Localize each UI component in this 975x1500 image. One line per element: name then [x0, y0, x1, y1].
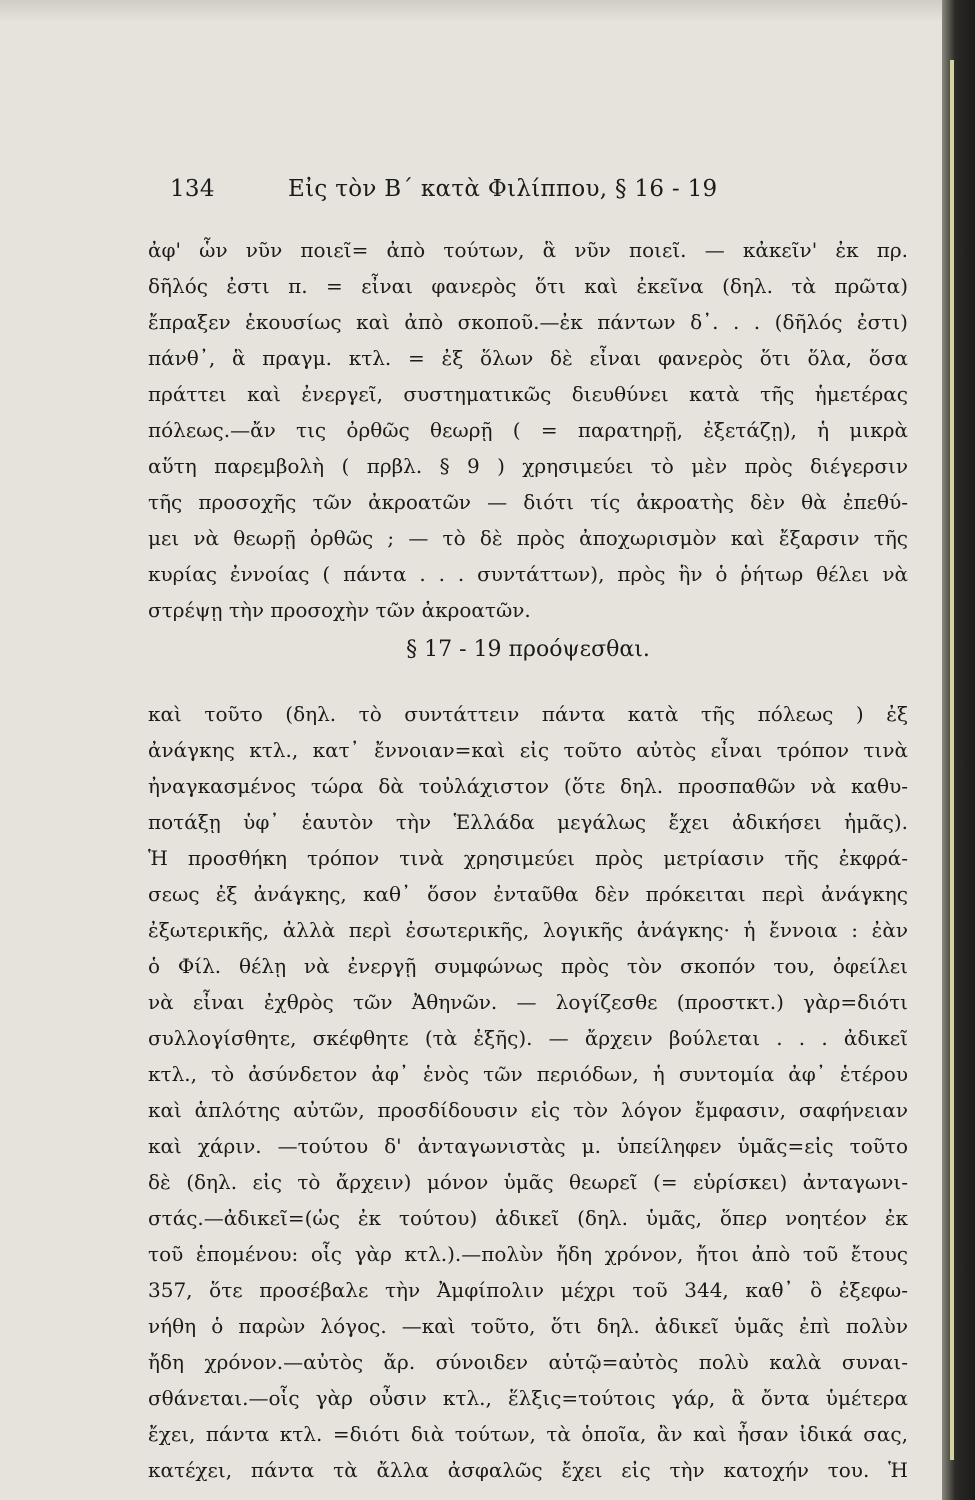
text-line: Ἡ προσθήκη τρόπον τινὰ χρησιμεύει πρὸς μετρίασιν τῆς ἐκφρά- — [148, 846, 908, 870]
text-line: ἀνάγκης κτλ., κατ᾽ ἔννοιαν=καὶ εἰς τοῦτο αὐτὸς εἶναι τρόπον τινὰ — [148, 738, 908, 762]
text-line: ἔπραξεν ἑκουσίως καὶ ἀπὸ σκοποῦ.—ἐκ πάντων δ᾽. . . (δῆλός ἐστι) — [148, 310, 908, 334]
text-line: καὶ χάριν. —τούτου δ' ἀνταγωνιστὰς μ. ὑπείληφεν ὑμᾶς=εἰς τοῦτο — [148, 1134, 908, 1158]
running-title: Εἰς τὸν Β΄ κατὰ Φιλίππου, § 16 - 19 — [288, 176, 718, 202]
text-line: σθάνεται.—οἷς γὰρ οὖσιν κτλ., ἕλξις=τούτοις γάρ, ἃ ὄντα ὑμέτερα — [148, 1386, 908, 1410]
book-spine-edge — [942, 0, 975, 1500]
text-line: κατέχει, πάντα τὰ ἄλλα ἀσφαλῶς ἔχει εἰς τὴν κατοχήν του. Ἡ — [148, 1458, 908, 1482]
page-header — [170, 176, 750, 216]
text-line: ἠναγκασμένος τώρα δὰ τοὐλάχιστον (ὅτε δηλ. προσπαθῶν νὰ καθυ- — [148, 774, 908, 798]
text-line: καὶ ἁπλότης αὐτῶν, προσδίδουσιν εἰς τὸν λόγον ἔμφασιν, σαφήνειαν — [148, 1098, 908, 1122]
text-line: τῆς προσοχῆς τῶν ἀκροατῶν — διότι τίς ἀκροατὴς δὲν θὰ ἐπεθύ- — [148, 490, 908, 514]
text-line: τοῦ ἑπομένου: οἷς γὰρ κτλ.).—πολὺν ἤδη χρόνον, ἤτοι ἀπὸ τοῦ ἔτους — [148, 1242, 908, 1266]
text-line: ἔχει, πάντα κτλ. =διότι διὰ τούτων, τὰ ὁποῖα, ἂν καὶ ἦσαν ἰδικά σας, — [148, 1422, 908, 1446]
spine-stripe — [950, 60, 954, 1460]
text-line: νήθη ὁ παρὼν λόγος. —καὶ τοῦτο, ὅτι δηλ. ἀδικεῖ ὑμᾶς ἐπὶ πολὺν — [148, 1314, 908, 1338]
text-line: ἤδη χρόνον.—αὐτὸς ἄρ. σύνοιδεν αὑτῷ=αὐτὸς πολὺ καλὰ συναι- — [148, 1350, 908, 1374]
commentary-section-17-19 — [148, 696, 908, 1488]
text-line: στρέψῃ τὴν προσοχὴν τῶν ἀκροατῶν. — [148, 598, 531, 622]
section-heading: § 17 - 19 προόψεσθαι. — [406, 637, 650, 662]
commentary-section-16 — [148, 232, 908, 628]
text-line: νὰ εἶναι ἐχθρὸς τῶν Ἀθηνῶν. — λογίζεσθε (προστκτ.) γὰρ=διότι — [148, 990, 908, 1014]
text-line: αὕτη παρεμβολὴ ( πρβλ. § 9 ) χρησιμεύει τὸ μὲν πρὸς διέγερσιν — [148, 454, 908, 478]
page-number: 134 — [170, 176, 215, 202]
text-line: πάνθ᾽, ἃ πραγμ. κτλ. = ἐξ ὅλων δὲ εἶναι φανερὸς ὅτι ὅλα, ὅσα — [148, 346, 908, 370]
page-top-edge — [0, 0, 942, 22]
text-line: συλλογίσθητε, σκέφθητε (τὰ ἑξῆς). — ἄρχειν βούλεται . . . ἀδικεῖ — [148, 1026, 908, 1050]
text-line: σεως ἐξ ἀνάγκης, καθ᾽ ὅσον ἐνταῦθα δὲν πρόκειται περὶ ἀνάγκης — [148, 882, 908, 906]
text-line: πόλεως.—ἄν τις ὀρθῶς θεωρῇ ( = παρατηρῇ, ἐξετάζῃ), ἡ μικρὰ — [148, 418, 908, 442]
text-line: ποτάξῃ ὑφ᾽ ἑαυτὸν τὴν Ἑλλάδα μεγάλως ἔχει ἀδικήσει ἡμᾶς). — [148, 810, 908, 834]
text-line: καὶ τοῦτο (δηλ. τὸ συντάττειν πάντα κατὰ τῆς πόλεως ) ἐξ — [148, 702, 908, 726]
text-line: δὲ (δηλ. εἰς τὸ ἄρχειν) μόνον ὑμᾶς θεωρεῖ (= εὑρίσκει) ἀνταγωνι- — [148, 1170, 908, 1194]
text-line: πράττει καὶ ἐνεργεῖ, συστηματικῶς διευθύνει κατὰ τῆς ἡμετέρας — [148, 382, 908, 406]
text-line: μει νὰ θεωρῇ ὀρθῶς ; — τὸ δὲ πρὸς ἀποχωρισμὸν καὶ ἔξαρσιν τῆς — [148, 526, 908, 550]
text-line: 357, ὅτε προσέβαλε τὴν Ἀμφίπολιν μέχρι τοῦ 344, καθ᾽ ὃ ἐξεφω- — [148, 1278, 908, 1302]
text-line: δῆλός ἐστι π. = εἶναι φανερὸς ὅτι καὶ ἐκεῖνα (δηλ. τὰ πρῶτα) — [148, 274, 908, 298]
text-line: ἐξωτερικῆς, ἀλλὰ περὶ ἐσωτερικῆς, λογικῆς ἀνάγκης· ἡ ἔννοια : ἐὰν — [148, 918, 908, 942]
text-line: ὁ Φίλ. θέλῃ νὰ ἐνεργῇ συμφώνως πρὸς τὸν σκοπόν του, ὀφείλει — [148, 954, 908, 978]
text-line: κυρίας ἐννοίας ( πάντα . . . συντάττων), πρὸς ἣν ὁ ῥήτωρ θέλει νὰ — [148, 562, 908, 586]
text-line: κτλ., τὸ ἀσύνδετον ἀφ᾽ ἑνὸς τῶν περιόδων, ἡ συντομία ἀφ᾽ ἑτέρου — [148, 1062, 908, 1086]
text-line: στάς.—ἀδικεῖ=(ὡς ἐκ τούτου) ἀδικεῖ (δηλ. ὑμᾶς, ὅπερ νοητέον ἐκ — [148, 1206, 908, 1230]
text-line: ἀφ' ὧν νῦν ποιεῖ= ἀπὸ τούτων, ἃ νῦν ποιεῖ. — κἀκεῖν' ἐκ πρ. — [148, 238, 908, 262]
